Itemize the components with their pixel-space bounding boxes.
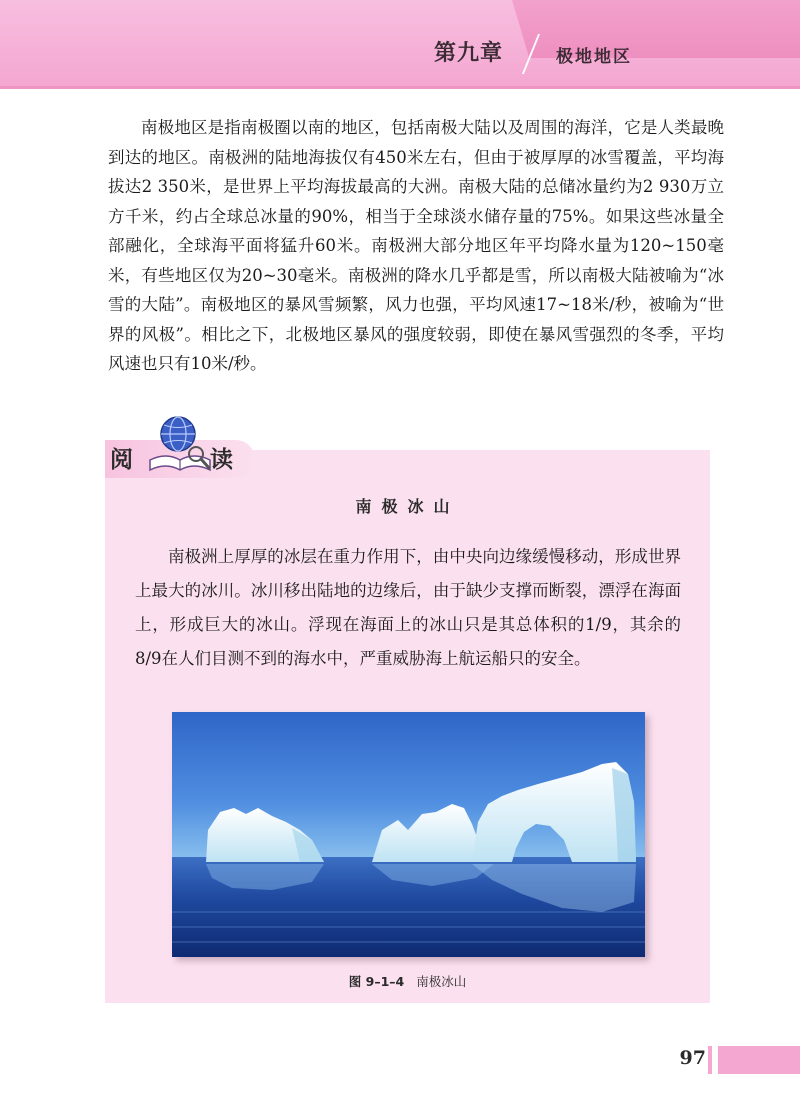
header-underline <box>0 86 800 89</box>
reading-label-char-1: 阅 <box>110 447 133 473</box>
reading-label-char-2: 读 <box>210 447 233 473</box>
iceberg-illustration <box>172 712 645 957</box>
reading-emblem-icon <box>142 410 218 478</box>
reading-paragraph: 南极洲上厚厚的冰层在重力作用下，由中央向边缘缓慢移动，形成世界上最大的冰川。冰川移出陆地的边缘后，由于缺少支撑而断裂，漂浮在海面上，形成巨大的冰山。浮现在海面上的冰山只是其总体积的1/9，其余的8/9在人们目测不到的海水中，严重威胁海上航运船只的安全。 <box>135 547 681 668</box>
footer-gap <box>712 1046 718 1074</box>
figure-caption-text: 南极冰山 <box>416 974 467 989</box>
figure-number: 图 9–1–4 <box>348 974 405 989</box>
iceberg-photo <box>172 712 645 957</box>
section-title: 极地地区 <box>556 47 632 67</box>
page-number: 97 <box>679 1047 706 1069</box>
figure-caption <box>105 972 710 990</box>
chapter-title: 第九章 <box>434 41 504 66</box>
main-paragraph: 南极地区是指南极圈以南的地区，包括南极大陆以及周围的海洋，它是人类最晚到达的地区。南极洲的陆地海拔仅有450米左右，但由于被厚厚的冰雪覆盖，平均海拔达2 350米，是世界上平均海拔最高的大洲。南极大陆的总储冰量约为2 930万立方千米，约占全球总冰量的90%，相当于全球淡水储存量的75%。如果这些冰量全部融化，全球海平面将猛升60米。南极洲大部分地区年平均降水量为120~150毫米，有些地区仅为20~30毫米。南极洲的降水几乎都是雪，所以南极大陆被喻为“冰雪的大陆”。南极地区的暴风雪频繁，风力也强，平均风速17~18米/秒，被喻为“世界的风极”。相比之下，北极地区暴风的强度较弱，即使在暴风雪强烈的冬季，平均风速也只有10米/秒。 <box>108 118 724 373</box>
reading-title: 南极冰山 <box>355 497 460 516</box>
footer-bar <box>708 1046 800 1074</box>
